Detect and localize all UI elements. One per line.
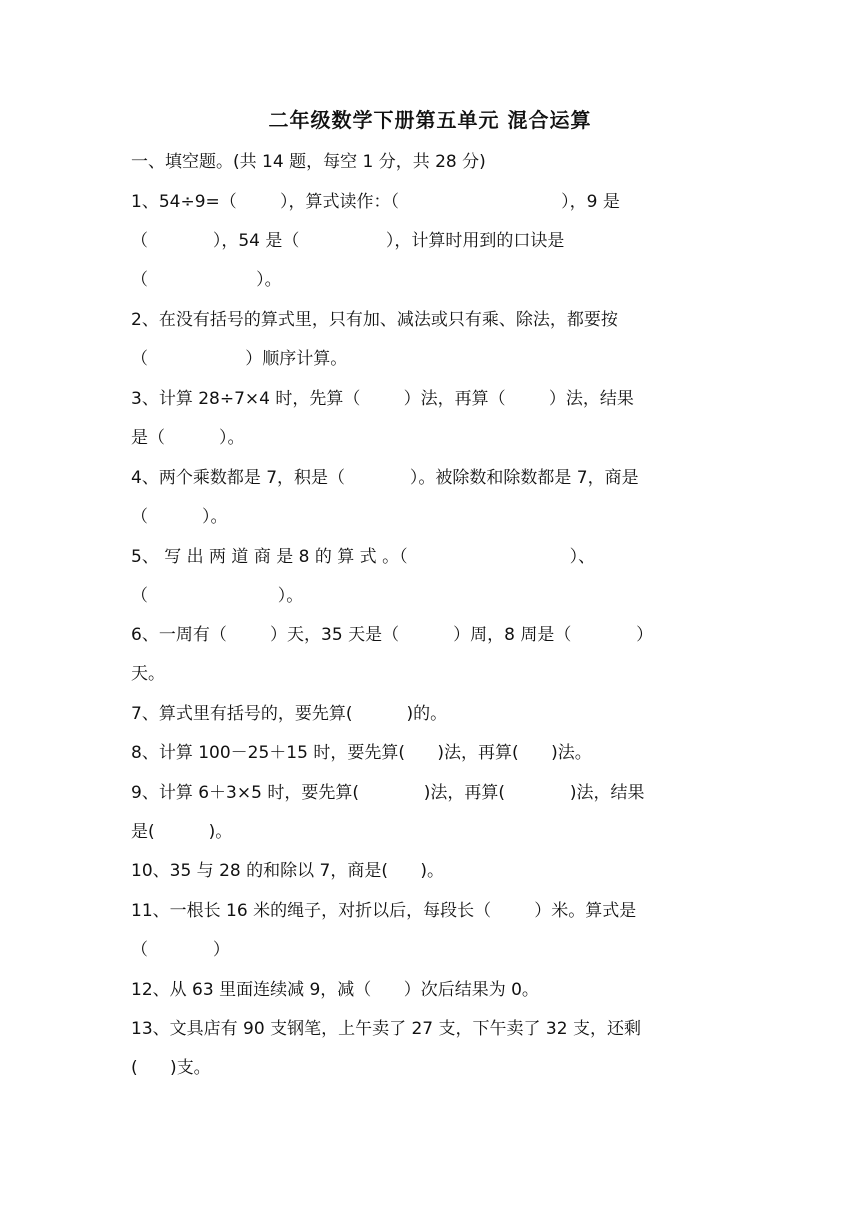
question-6-line-2: 天。 (131, 664, 165, 684)
section-heading: 一、填空题。(共 14 题，每空 1 分，共 28 分) (131, 152, 486, 172)
question-8: 8、计算 100－25＋15 时，要先算( )法，再算( )法。 (131, 743, 592, 763)
question-6-line-1: 6、一周有（ ）天，35 天是（ ）周，8 周是（ ） (131, 625, 654, 645)
question-9-line-1: 9、计算 6＋3×5 时，要先算( )法，再算( )法，结果 (131, 783, 645, 803)
question-4-line-1: 4、两个乘数都是 7，积是（ ）。被除数和除数都是 7，商是 (131, 468, 639, 488)
question-2-line-1: 2、在没有括号的算式里，只有加、减法或只有乘、除法，都要按 (131, 310, 618, 330)
question-9-line-2: 是( )。 (131, 822, 233, 842)
question-4-line-2: （ ）。 (131, 507, 228, 527)
question-11-line-1: 11、一根长 16 米的绳子，对折以后，每段长（ ）米。算式是 (131, 901, 637, 921)
question-11-line-2: （ ） (131, 940, 230, 960)
question-1-line-1: 1、54÷9=（ ），算式读作：（ ），9 是 (131, 192, 620, 212)
page-title: 二年级数学下册第五单元 混合运算 (268, 108, 592, 132)
question-3-line-1: 3、计算 28÷7×4 时，先算（ ）法，再算（ ）法，结果 (131, 389, 634, 409)
question-13-line-1: 13、文具店有 90 支钢笔，上午卖了 27 支，下午卖了 32 支，还剩 (131, 1019, 641, 1039)
question-5-line-2: （ ）。 (131, 586, 304, 606)
question-10: 10、35 与 28 的和除以 7，商是( )。 (131, 861, 445, 881)
question-12: 12、从 63 里面连续减 9，减（ ）次后结果为 0。 (131, 980, 539, 1000)
question-5-line-1: 5、 写 出 两 道 商 是 8 的 算 式 。（ ）、 (131, 547, 596, 567)
question-1-line-3: （ ）。 (131, 270, 282, 290)
question-3-line-2: 是（ ）。 (131, 428, 245, 448)
question-2-line-2: （ ）顺序计算。 (131, 349, 348, 369)
question-13-line-2: ( )支。 (131, 1058, 211, 1078)
question-7: 7、算式里有括号的，要先算( )的。 (131, 704, 448, 724)
question-1-line-2: （ ），54 是（ ），计算时用到的口诀是 (131, 231, 565, 251)
